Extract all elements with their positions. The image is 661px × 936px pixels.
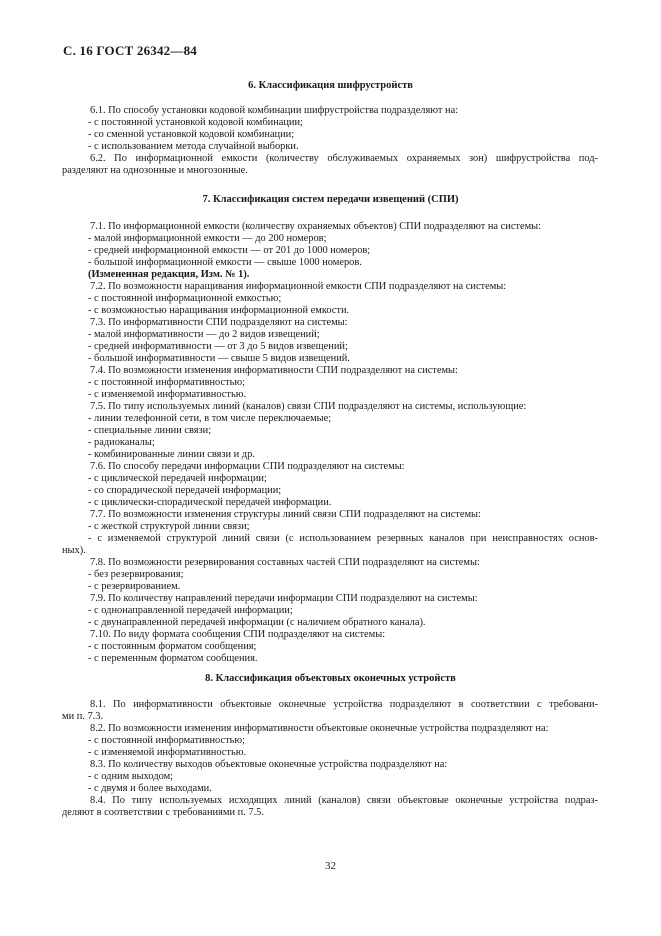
list-item: - малой информационной емкости — до 200 номеров; — [88, 233, 327, 244]
list-item: - большой информативности — свыше 5 видов извещений. — [88, 353, 350, 364]
clause-8-4: 8.4. По типу используемых исходящих линий (каналов) связи объектовые оконечные устройства подраз- — [90, 795, 598, 806]
clause-6-2: 6.2. По информационной емкости (количеству обслуживаемых охраняемых зон) шифрустройства под- — [90, 153, 598, 164]
list-item: - с резервированием. — [88, 581, 181, 592]
clause-7-9: 7.9. По количеству направлений передачи информации СПИ подразделяют на системы: — [90, 593, 478, 604]
list-item: - с постоянным форматом сообщения; — [88, 641, 257, 652]
clause-6-1: 6.1. По способу установки кодовой комбинации шифрустройства подразделяют на: — [90, 105, 459, 116]
list-item: - с переменным форматом сообщения. — [88, 653, 258, 664]
amendment-note: (Измененная редакция, Изм. № 1). — [88, 269, 250, 280]
clause-continuation: разделяют на однозонные и многозонные. — [62, 165, 248, 176]
list-item: - с однонаправленной передачей информации; — [88, 605, 293, 616]
list-item: - с постоянной установкой кодовой комбинации; — [88, 117, 303, 128]
section-8-body — [62, 699, 598, 819]
list-item: - с использованием метода случайной выборки. — [88, 141, 299, 152]
clause-8-3: 8.3. По количеству выходов объектовые оконечные устройства подразделяют на: — [90, 759, 448, 770]
list-item: - с изменяемой информативностью. — [88, 389, 247, 400]
clause-7-3: 7.3. По информативности СПИ подразделяют на системы: — [90, 317, 348, 328]
list-item: - с двумя и более выходами. — [88, 783, 212, 794]
clause-8-2: 8.2. По возможности изменения информативности объектовые оконечные устройства подразделяют на: — [90, 723, 549, 734]
section-8-title: 8. Классификация объектовых оконечных устройств — [205, 673, 456, 684]
list-item: - с изменяемой структурой линий связи (с использованием резервных каналов при неисправностях основ- — [88, 533, 598, 544]
list-item: - с изменяемой информативностью. — [88, 747, 247, 758]
clause-7-4: 7.4. По возможности изменения информативности СПИ подразделяют на системы: — [90, 365, 458, 376]
clause-7-10: 7.10. По виду формата сообщения СПИ подразделяют на системы: — [90, 629, 386, 640]
clause-7-2: 7.2. По возможности наращивания информационной емкости СПИ подразделяют на системы: — [90, 281, 507, 292]
clause-7-6: 7.6. По способу передачи информации СПИ подразделяют на системы: — [90, 461, 405, 472]
list-item: - с постоянной информативностью; — [88, 377, 246, 388]
list-item: - малой информативности — до 2 видов извещений; — [88, 329, 320, 340]
clause-7-5: 7.5. По типу используемых линий (каналов) связи СПИ подразделяют на системы, использующие: — [90, 401, 527, 412]
list-item: - с возможностью наращивания информационной емкости. — [88, 305, 350, 316]
section-7-title: 7. Классификация систем передачи извещений (СПИ) — [202, 194, 459, 205]
clause-7-8: 7.8. По возможности резервирования составных частей СПИ подразделяют на системы: — [90, 557, 480, 568]
page-number: 32 — [325, 860, 336, 872]
list-item: - комбинированные линии связи и др. — [88, 449, 255, 460]
clause-continuation: ми п. 7.3. — [62, 711, 104, 722]
list-item: - с одним выходом; — [88, 771, 174, 782]
list-item: - со сменной установкой кодовой комбинации; — [88, 129, 295, 140]
clause-7-1: 7.1. По информационной емкости (количеству охраняемых объектов) СПИ подразделяют на системы: — [90, 221, 542, 232]
section-6-title: 6. Классификация шифрустройств — [248, 80, 413, 91]
list-item: - с двунаправленной передачей информации (с наличием обратного канала). — [88, 617, 426, 628]
list-item: - линии телефонной сети, в том числе переключаемые; — [88, 413, 332, 424]
list-item: - большой информационной емкости — свыше 1000 номеров. — [88, 257, 362, 268]
page-header: С. 16 ГОСТ 26342—84 — [63, 43, 197, 58]
list-item: - с постоянной информационной емкостью; — [88, 293, 282, 304]
list-item: - без резервирования; — [88, 569, 184, 580]
list-item: - специальные линии связи; — [88, 425, 212, 436]
list-item: - с постоянной информативностью; — [88, 735, 246, 746]
list-item: - с циклически-спорадической передачей информации. — [88, 497, 332, 508]
clause-7-7: 7.7. По возможности изменения структуры линий связи СПИ подразделяют на системы: — [90, 509, 481, 520]
list-item: - с циклической передачей информации; — [88, 473, 267, 484]
list-item: - средней информационной емкости — от 201 до 1000 номеров; — [88, 245, 371, 256]
list-item: - со спорадической передачей информации; — [88, 485, 282, 496]
list-item: - средней информативности — от 3 до 5 видов извещений; — [88, 341, 348, 352]
clause-8-1: 8.1. По информативности объектовые оконечные устройства подразделяют в соответствии с требовани- — [90, 699, 598, 710]
clause-continuation: деляют в соответствии с требованиями п. 7.5. — [62, 807, 264, 818]
list-item: - с жесткой структурой линии связи; — [88, 521, 250, 532]
list-item: - радиоканалы; — [88, 437, 155, 448]
section-6-body — [62, 105, 598, 177]
clause-continuation: ных). — [62, 545, 86, 556]
section-7-body — [62, 221, 598, 665]
